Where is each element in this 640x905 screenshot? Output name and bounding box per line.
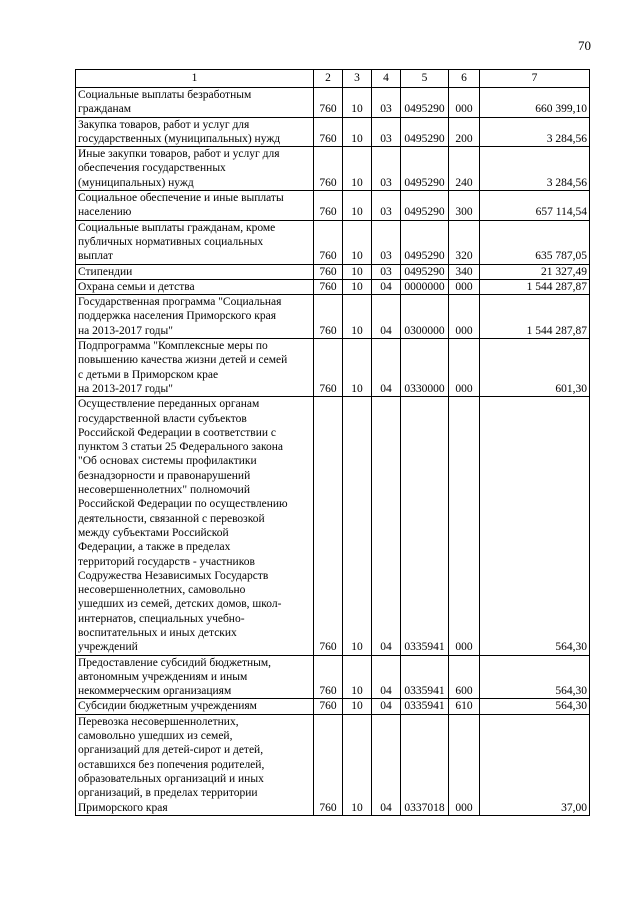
subsection-code-cell: 04 (372, 714, 401, 815)
row-name-line: пунктом 3 статьи 25 Федерального закона (78, 441, 283, 454)
table-row (76, 699, 590, 714)
row-name-line: повышению качества жизни детей и семей (78, 354, 288, 367)
amount-cell: 1 544 287,87 (480, 279, 590, 294)
row-name-line: публичных нормативных социальных (78, 235, 264, 248)
row-name-line: безнадзорности и правонарушений (78, 469, 251, 482)
row-name-cell (76, 397, 314, 655)
amount-cell: 1 544 287,87 (480, 295, 590, 339)
row-name-line: между субъектами Российской (78, 526, 229, 539)
row-name-line: "Об основах системы профилактики (78, 455, 257, 468)
section-code-cell: 10 (343, 220, 372, 264)
header-col-2: 2 (314, 70, 343, 88)
row-name-line: несовершеннолетних, самовольно (78, 584, 246, 597)
table-row (76, 220, 590, 264)
row-name-line: (муниципальных) нужд (78, 176, 194, 189)
row-name-cell (76, 88, 314, 118)
expense-type-code-cell: 000 (449, 88, 480, 118)
amount-cell: 3 284,56 (480, 117, 590, 147)
department-code-cell: 760 (314, 655, 343, 699)
row-name-line: несовершеннолетних" полномочий (78, 484, 250, 497)
target-item-code-cell: 0495290 (401, 88, 449, 118)
row-name-line: организаций для детей-сирот и детей, (78, 744, 264, 757)
amount-cell: 3 284,56 (480, 147, 590, 191)
row-name-line: Субсидии бюджетным учреждениям (78, 700, 257, 713)
subsection-code-cell: 03 (372, 147, 401, 191)
subsection-code-cell: 03 (372, 191, 401, 221)
row-name-line: Российской Федерации в соответствии с (78, 426, 276, 439)
expense-type-code-cell: 610 (449, 699, 480, 714)
table-row (76, 147, 590, 191)
table-row (76, 279, 590, 294)
subsection-code-cell: 04 (372, 339, 401, 397)
row-name-line: Иные закупки товаров, работ и услуг для (78, 148, 280, 161)
target-item-code-cell: 0495290 (401, 117, 449, 147)
header-col-6: 6 (449, 70, 480, 88)
expense-type-code-cell: 000 (449, 339, 480, 397)
header-row (76, 70, 590, 88)
expense-type-code-cell: 000 (449, 279, 480, 294)
header-col-7: 7 (480, 70, 590, 88)
row-name-cell (76, 264, 314, 279)
subsection-code-cell: 04 (372, 295, 401, 339)
header-col-1: 1 (76, 70, 314, 88)
subsection-code-cell: 04 (372, 397, 401, 655)
table-row (76, 191, 590, 221)
page-number: 70 (578, 38, 591, 53)
subsection-code-cell: 03 (372, 220, 401, 264)
expense-type-code-cell: 600 (449, 655, 480, 699)
subsection-code-cell: 04 (372, 699, 401, 714)
row-name-cell (76, 117, 314, 147)
row-name-line: Содружества Независимых Государств (78, 569, 269, 582)
row-name-line: территорий государств - участников (78, 555, 255, 568)
amount-cell: 564,30 (480, 655, 590, 699)
section-code-cell: 10 (343, 339, 372, 397)
row-name-line: Перевозка несовершеннолетних, (78, 715, 239, 728)
table-row (76, 714, 590, 815)
row-name-line: Осуществление переданных органам (78, 398, 260, 411)
table-row (76, 397, 590, 655)
row-name-cell (76, 655, 314, 699)
subsection-code-cell: 04 (372, 655, 401, 699)
row-name-cell (76, 191, 314, 221)
section-code-cell: 10 (343, 191, 372, 221)
section-code-cell: 10 (343, 88, 372, 118)
department-code-cell: 760 (314, 699, 343, 714)
row-name-line: Приморского края (78, 801, 168, 814)
target-item-code-cell: 0330000 (401, 339, 449, 397)
subsection-code-cell: 04 (372, 279, 401, 294)
table-body (76, 88, 590, 816)
row-name-cell (76, 220, 314, 264)
row-name-line: на 2013-2017 годы" (78, 382, 173, 395)
row-name-line: Федерации, а также в пределах (78, 541, 231, 554)
row-name-line: Социальные выплаты гражданам, кроме (78, 221, 276, 234)
row-name-line: Предоставление субсидий бюджетным, (78, 656, 272, 669)
table-row (76, 264, 590, 279)
department-code-cell: 760 (314, 714, 343, 815)
row-name-line: ушедших из семей, детских домов, школ- (78, 598, 282, 611)
row-name-line: оставшихся без попечения родителей, (78, 758, 265, 771)
row-name-line: поддержка населения Приморского края (78, 310, 277, 323)
table-row (76, 88, 590, 118)
row-name-line: Охрана семьи и детства (78, 280, 195, 293)
expense-type-code-cell: 000 (449, 714, 480, 815)
row-name-line: государственных (муниципальных) нужд (78, 132, 281, 145)
header-col-4: 4 (372, 70, 401, 88)
budget-table (75, 69, 590, 816)
expense-type-code-cell: 300 (449, 191, 480, 221)
section-code-cell: 10 (343, 397, 372, 655)
section-code-cell: 10 (343, 699, 372, 714)
row-name-line: выплат (78, 250, 113, 263)
target-item-code-cell: 0337018 (401, 714, 449, 815)
department-code-cell: 760 (314, 191, 343, 221)
amount-cell: 37,00 (480, 714, 590, 815)
row-name-line: Подпрограмма "Комплексные меры по (78, 340, 268, 353)
target-item-code-cell: 0335941 (401, 397, 449, 655)
department-code-cell: 760 (314, 397, 343, 655)
row-name-cell (76, 147, 314, 191)
section-code-cell: 10 (343, 147, 372, 191)
row-name-line: учреждений (78, 641, 138, 654)
department-code-cell: 760 (314, 264, 343, 279)
row-name-line: обеспечения государственных (78, 162, 226, 175)
expense-type-code-cell: 320 (449, 220, 480, 264)
row-name-line: некоммерческим организациям (78, 685, 232, 698)
expense-type-code-cell: 200 (449, 117, 480, 147)
row-name-line: интернатов, специальных учебно- (78, 612, 245, 625)
section-code-cell: 10 (343, 655, 372, 699)
amount-cell: 21 327,49 (480, 264, 590, 279)
amount-cell: 564,30 (480, 699, 590, 714)
row-name-cell (76, 295, 314, 339)
target-item-code-cell: 0300000 (401, 295, 449, 339)
department-code-cell: 760 (314, 220, 343, 264)
target-item-code-cell: 0335941 (401, 699, 449, 714)
section-code-cell: 10 (343, 714, 372, 815)
expense-type-code-cell: 340 (449, 264, 480, 279)
section-code-cell: 10 (343, 279, 372, 294)
row-name-cell (76, 699, 314, 714)
table-row (76, 295, 590, 339)
target-item-code-cell: 0495290 (401, 147, 449, 191)
row-name-line: Российской Федерации по осуществлению (78, 498, 288, 511)
row-name-line: Закупка товаров, работ и услуг для (78, 118, 250, 131)
amount-cell: 601,30 (480, 339, 590, 397)
row-name-cell (76, 279, 314, 294)
row-name-line: автономным учреждениям и иным (78, 670, 248, 683)
department-code-cell: 760 (314, 88, 343, 118)
target-item-code-cell: 0000000 (401, 279, 449, 294)
target-item-code-cell: 0495290 (401, 191, 449, 221)
table-row (76, 339, 590, 397)
department-code-cell: 760 (314, 147, 343, 191)
header-col-5: 5 (401, 70, 449, 88)
subsection-code-cell: 03 (372, 88, 401, 118)
target-item-code-cell: 0495290 (401, 264, 449, 279)
row-name-line: с детьми в Приморском крае (78, 368, 219, 381)
expense-type-code-cell: 000 (449, 397, 480, 655)
subsection-code-cell: 03 (372, 264, 401, 279)
row-name-line: самовольно ушедших из семей, (78, 730, 233, 743)
subsection-code-cell: 03 (372, 117, 401, 147)
row-name-cell (76, 714, 314, 815)
section-code-cell: 10 (343, 264, 372, 279)
row-name-line: деятельности, связанной с перевозкой (78, 512, 265, 525)
row-name-line: Социальное обеспечение и иные выплаты (78, 192, 284, 205)
amount-cell: 660 399,10 (480, 88, 590, 118)
row-name-line: на 2013-2017 годы" (78, 324, 173, 337)
table-row (76, 655, 590, 699)
row-name-line: образовательных организаций и иных (78, 772, 264, 785)
row-name-line: Стипендии (78, 265, 133, 278)
row-name-line: государственной власти субъектов (78, 412, 247, 425)
department-code-cell: 760 (314, 295, 343, 339)
row-name-line: воспитательных и иных детских (78, 626, 237, 639)
section-code-cell: 10 (343, 295, 372, 339)
row-name-line: населению (78, 206, 132, 219)
department-code-cell: 760 (314, 279, 343, 294)
department-code-cell: 760 (314, 117, 343, 147)
amount-cell: 657 114,54 (480, 191, 590, 221)
department-code-cell: 760 (314, 339, 343, 397)
expense-type-code-cell: 240 (449, 147, 480, 191)
amount-cell: 564,30 (480, 397, 590, 655)
target-item-code-cell: 0335941 (401, 655, 449, 699)
row-name-line: Государственная программа "Социальная (78, 296, 282, 309)
target-item-code-cell: 0495290 (401, 220, 449, 264)
row-name-line: организаций, в пределах территории (78, 787, 258, 800)
amount-cell: 635 787,05 (480, 220, 590, 264)
row-name-line: Социальные выплаты безработным (78, 89, 252, 101)
table-row (76, 117, 590, 147)
row-name-line: гражданам (78, 103, 132, 116)
row-name-cell (76, 339, 314, 397)
section-code-cell: 10 (343, 117, 372, 147)
expense-type-code-cell: 000 (449, 295, 480, 339)
header-col-3: 3 (343, 70, 372, 88)
